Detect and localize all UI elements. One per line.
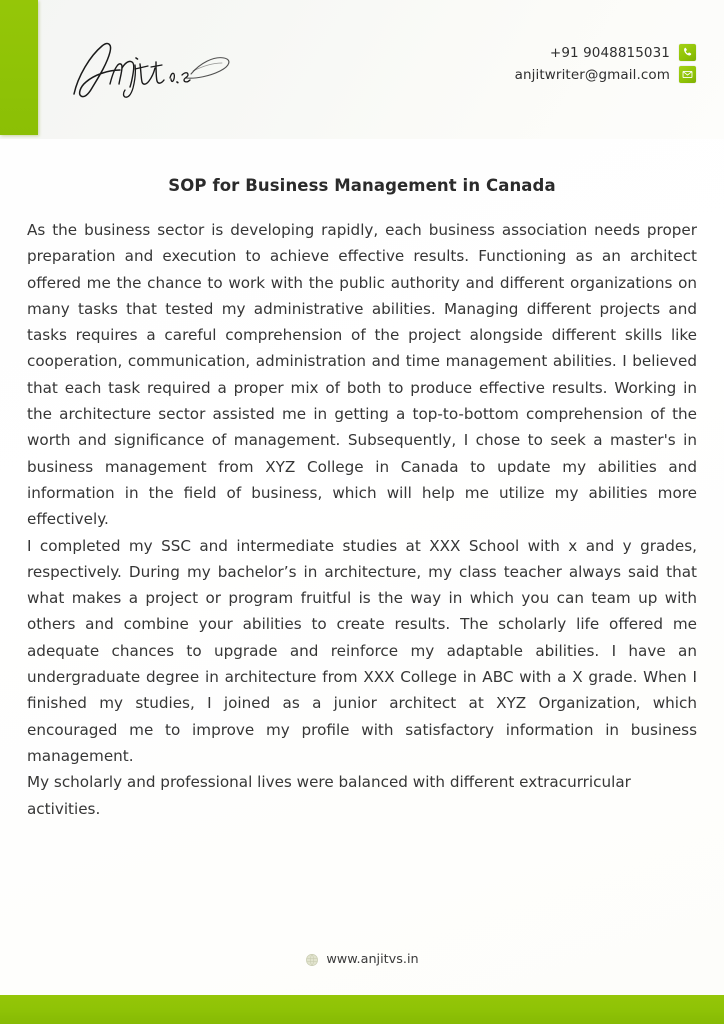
contact-row-email [515,66,696,83]
page-title: SOP for Business Management in Canada [168,176,556,195]
phone-icon [679,44,696,61]
paragraph-1: As the business sector is developing rapidly, each business association needs proper preparation and execution to achieve effective results. Functioning as an architect offered me the chance to work with the public authority and different organizations on many tasks that tested my administrative abilities. Managing different projects and tasks requires a careful comprehension of the project alongside different skills like cooperation, communication, administration and time management abilities. I believed that each task required a proper mix of both to produce effective results. Working in the architecture sector assisted me in getting a top-to-bottom comprehension of the worth and significance of management. Subsequently, I chose to seek a master's in business management from XYZ College in Canada to update my abilities and information in the field of business, which will help me utilize my abilities more effectively. [27,221,697,529]
globe-icon [305,953,319,967]
signature-logo [64,32,244,104]
email-address: anjitwriter@gmail.com [514,66,670,83]
paragraph-2: I completed my SSC and intermediate studies at XXX School with x and y grades, respectively. During my bachelor’s in architecture, my class teacher always said that what makes a project or program fruitful is the way in which you can team up with others and combine your abilities to create results. The scholarly life offered me adequate chances to upgrade and reinforce my adaptable abilities. I have an undergraduate degree in architecture from XXX College in ABC with a X grade. When I finished my studies, I joined as a junior architect at XYZ Organization, which encouraged me to improve my profile with satisfactory information in business management. [27,536,697,765]
email-icon [679,66,696,83]
document-body [0,139,724,995]
document-content [0,217,724,822]
green-accent-bar [0,0,38,135]
phone-number: +91 9048815031 [549,44,670,61]
footer-website [0,952,724,967]
contact-info [515,44,696,83]
paragraph-3: My scholarly and professional lives were balanced with different extracurricular activities. [27,773,631,818]
footer-green-bar [0,995,724,1024]
contact-row-phone [550,44,696,61]
website-url: www.anjitvs.in [326,952,419,967]
letterhead-header [0,0,724,139]
